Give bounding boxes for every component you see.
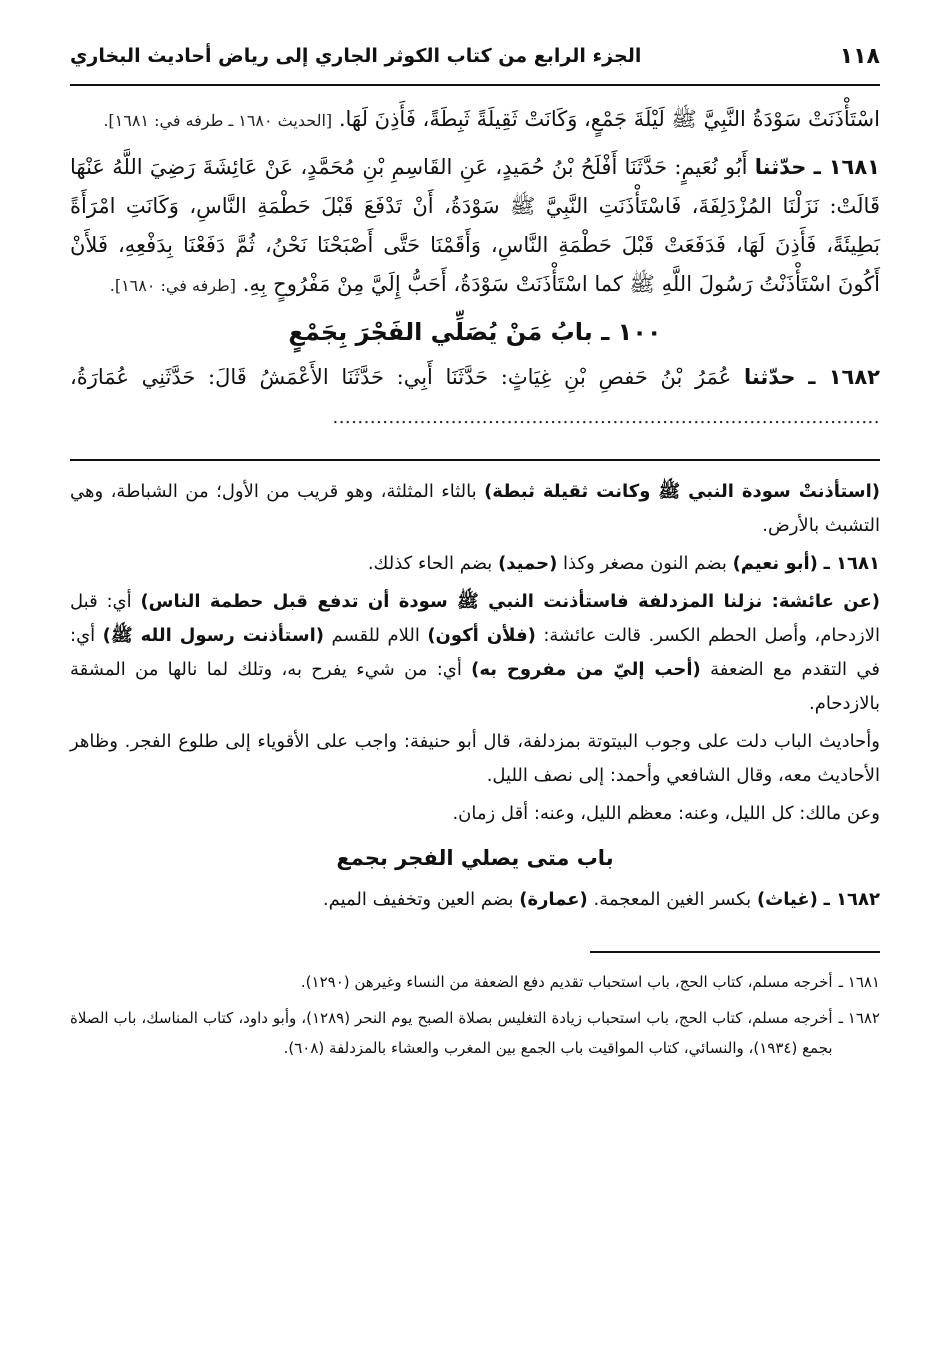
commentary-text: بكسر الغين المعجمة. <box>593 889 752 910</box>
hadith-1682-lead: حدّثنا <box>743 365 796 389</box>
commentary-paragraph <box>70 883 880 917</box>
footnote-text: أخرجه مسلم، كتاب الحج، باب استحباب زيادة التغليس بصلاة الصبح يوم النحر (١٢٨٩)، وأبو داود، كتاب المناسك، باب الصلاة بجمع (١٩٣٤)، والنسائي، كتاب المواقيت باب الجمع بين المغرب والعشاء بالمزدلفة (٦٠٨). <box>70 1009 833 1057</box>
footnote-divider <box>590 951 880 953</box>
footnote-text: أخرجه مسلم، كتاب الحج، باب استحباب تقديم دفع الضعفة من النساء وغيرهن (١٢٩٠). <box>300 973 833 991</box>
commentary-quote: (عن عائشة: نزلنا المزدلفة فاستأذنت النبي ﷺ سودة أن تدفع قبل حطمة الناس) <box>140 591 880 612</box>
header-divider <box>70 84 880 86</box>
commentary-hadith-number: ١٦٨١ ـ <box>823 553 880 574</box>
footnote <box>70 1003 880 1063</box>
page-number: ١١٨ <box>839 43 880 69</box>
commentary-text: بضم النون مصغر وكذا <box>563 553 727 574</box>
commentary-quote: (استأذنت رسول الله ﷺ) <box>102 625 324 646</box>
book-page <box>70 30 880 1350</box>
hadith-1680-reference: [الحديث ١٦٨٠ ـ طرفه في: ١٦٨١]. <box>103 111 333 130</box>
commentary-paragraph <box>70 475 880 543</box>
footnote <box>70 967 880 997</box>
footnotes <box>70 967 880 1063</box>
hadith-text <box>70 100 880 437</box>
commentary-paragraph: وأحاديث الباب دلت على وجوب البيتوتة بمزدلفة، قال أبو حنيفة: واجب على الأقوياء إلى طلوع الفجر. وظاهر الأحاديث معه، وقال الشافعي وأحمد: إلى نصف الليل. <box>70 731 880 786</box>
commentary-text: اللام للقسم <box>331 625 420 646</box>
continuation-dots: ........................................................................................ <box>332 407 880 428</box>
commentary-hadith-number: ١٦٨٢ ـ <box>823 889 880 910</box>
commentary-chapter-title: باب متى يصلي الفجر بجمع <box>336 846 614 870</box>
commentary <box>70 475 880 917</box>
commentary-quote: (أبو نعيم) <box>732 553 818 574</box>
hadith-1682-text: عُمَرُ بْنُ حَفصِ بْنِ غِيَاثٍ: حَدَّثَنَا أَبِي: حَدَّثَنَا الأَعْمَشُ قَالَ: حَدَّثَنِي عُمَارَةُ، <box>70 365 732 389</box>
hadith-1681-number: ١٦٨١ ـ <box>813 155 880 179</box>
commentary-text: أي: قبل الازدحام، وأصل الحطم الكسر. قالت عائشة: <box>70 591 880 646</box>
commentary-quote: (عمارة) <box>519 889 588 910</box>
hadith-1681-lead: حدّثنا <box>754 155 807 179</box>
commentary-text: أي: في التقدم مع الضعفة <box>70 625 880 680</box>
hadith-1681-text: أَبُو نُعَيمٍ: حَدَّثَنَا أَفْلَحُ بْنُ حُمَيدٍ، عَنِ القَاسِمِ بْنِ مُحَمَّدٍ، عَنْ عَائِشَةَ رَضِيَ اللَّهُ عَنْهَا قَالَتْ: نَزَلْنَا المُزْدَلِفَةَ، فَاسْتَأْذَنَتِ النَّبِيَّ ﷺ سَوْدَةُ، أَنْ تَدْفَعَ قَبْلَ حَطْمَةِ النَّاسِ، وَكَانَتِ امْرَأَةً بَطِيئَةً، فَأَذِنَ لَهَا، فَدَفَعَتْ قَبْلَ حَطْمَةِ النَّاسِ، وَأَقَمْنَا حَتَّى أَصْبَحْنَا نَحْنُ، ثُمَّ دَفَعْنَا بِدَفْعِهِ، فَلأَنْ أَكُونَ اسْتَأْذَنْتُ رَسُولَ اللَّهِ ﷺ كما اسْتَأْذَنَتْ سَوْدَةُ، أَحَبُّ إِلَيَّ مِنْ مَفْرُوحٍ بِهِ. <box>70 155 880 296</box>
footnote-number: ١٦٨٢ ـ <box>838 1009 880 1027</box>
hadith-1680-text: اسْتَأْذَنَتْ سَوْدَةُ النَّبِيَّ ﷺ لَيْلَةَ جَمْعٍ، وَكَانَتْ ثَقِيلَةً ثَبِطَةً، فَأَذِنَ لَهَا. <box>338 107 880 131</box>
commentary-quote: (فلأن أكون) <box>427 625 536 646</box>
running-title: الجزء الرابع من كتاب الكوثر الجاري إلى رياض أحاديث البخاري <box>70 45 642 67</box>
hadith-1681 <box>70 148 880 305</box>
footnote-number: ١٦٨١ ـ <box>838 973 880 991</box>
commentary-text: بالثاء المثلثة، وهو قريب من الأول؛ من الشباطة، وهي التشبث بالأرض. <box>70 481 880 536</box>
hadith-1681-reference: [طرفه في: ١٦٨٠]. <box>109 276 237 295</box>
page-header <box>70 30 880 82</box>
commentary-text: بضم العين وتخفيف الميم. <box>322 889 514 910</box>
commentary-text: بضم الحاء كذلك. <box>367 553 493 574</box>
commentary-paragraph <box>70 585 880 721</box>
chapter-100-title: ١٠٠ ـ بابُ مَنْ يُصَلِّي الفَجْرَ بِجَمْعٍ <box>288 318 662 346</box>
commentary-paragraph: وعن مالك: كل الليل، وعنه: معظم الليل، وعنه: أقل زمان. <box>452 803 880 824</box>
commentary-quote: (حميد) <box>498 553 558 574</box>
hadith-1680-continuation <box>70 100 880 140</box>
commentary-quote: (أحب إليّ من مفروح به) <box>471 659 701 680</box>
hadith-1682-number: ١٦٨٢ ـ <box>808 365 880 389</box>
commentary-quote: (غياث) <box>756 889 818 910</box>
commentary-quote: (استأذنتْ سودة النبي ﷺ وكانت ثقيلة ثبطة) <box>484 481 880 502</box>
hadith-1682 <box>70 358 880 437</box>
commentary-divider <box>70 459 880 461</box>
commentary-paragraph <box>70 547 880 581</box>
commentary-text: أي: من شيء يفرح به، وتلك لما نالها من المشقة بالازدحام. <box>70 659 880 714</box>
